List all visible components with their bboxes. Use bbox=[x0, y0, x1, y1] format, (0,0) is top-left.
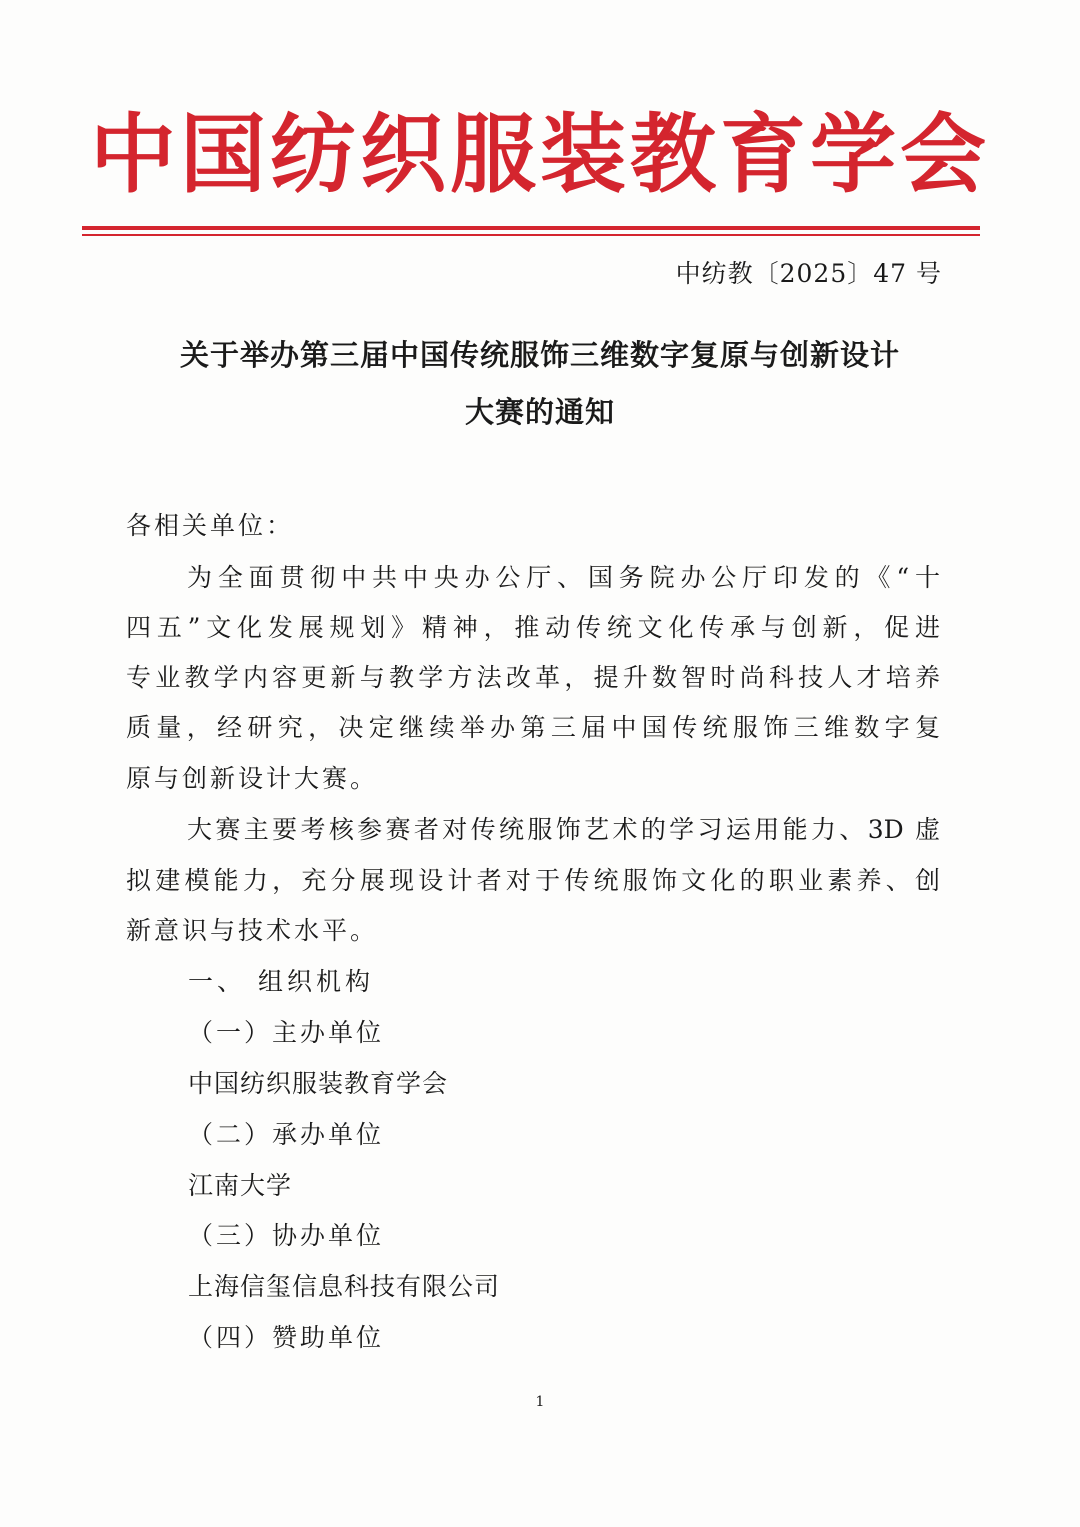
paragraph-1-line-2: 四五”文化发展规划》精神，推动传统文化传承与创新，促进 bbox=[126, 613, 940, 642]
document-title-line-1: 关于举办第三届中国传统服饰三维数字复原与创新设计 bbox=[179, 338, 900, 372]
item-2-value: 江南大学 bbox=[188, 1171, 293, 1200]
document-title-line-2: 大赛的通知 bbox=[464, 395, 615, 429]
letterhead-rule-thick bbox=[82, 226, 980, 230]
letterhead-rule-thin bbox=[82, 234, 980, 236]
page-number: 1 bbox=[535, 1394, 545, 1410]
item-2-label: （二）承办单位 bbox=[188, 1120, 385, 1149]
paragraph-2-line-2: 拟建模能力，充分展现设计者对于传统服饰文化的职业素养、创 bbox=[126, 866, 940, 895]
item-3-value: 上海信玺信息科技有限公司 bbox=[188, 1272, 501, 1301]
item-1-value: 中国纺织服装教育学会 bbox=[188, 1069, 449, 1098]
item-1-label: （一）主办单位 bbox=[188, 1018, 385, 1047]
paragraph-1-line-3: 专业教学内容更新与教学方法改革，提升数智时尚科技人才培养 bbox=[126, 663, 940, 692]
paragraph-2-line-1: 大赛主要考核参赛者对传统服饰艺术的学习运用能力、3D 虚 bbox=[187, 815, 940, 844]
document-number: 中纺教〔2025〕47 号 bbox=[675, 259, 942, 288]
item-3-label: （三）协办单位 bbox=[188, 1221, 385, 1250]
item-4-label: （四）赞助单位 bbox=[188, 1323, 385, 1352]
paragraph-1-line-5: 原与创新设计大赛。 bbox=[126, 764, 379, 793]
section-heading: 一、 组织机构 bbox=[188, 967, 374, 996]
paragraph-1-line-1: 为全面贯彻中共中央办公厅、国务院办公厅印发的《“十 bbox=[187, 563, 940, 592]
letterhead-org-name: 中国纺织服装教育学会 bbox=[90, 105, 990, 205]
paragraph-2-line-3: 新意识与技术水平。 bbox=[126, 916, 379, 945]
paragraph-1-line-4: 质量，经研究，决定继续举办第三届中国传统服饰三维数字复 bbox=[126, 713, 940, 742]
salutation: 各相关单位： bbox=[126, 511, 295, 540]
